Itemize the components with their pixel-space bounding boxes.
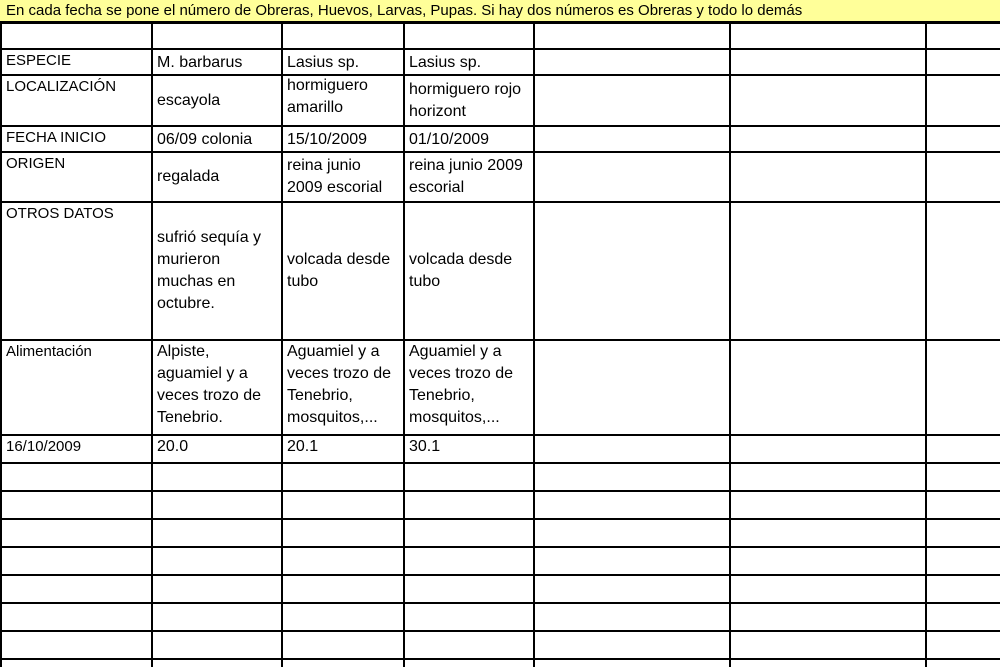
- cell[interactable]: [926, 491, 1000, 519]
- cell[interactable]: [152, 659, 282, 667]
- cell[interactable]: [926, 435, 1000, 463]
- label-registro-fecha[interactable]: 16/10/2009: [1, 435, 152, 463]
- cell[interactable]: [730, 340, 926, 435]
- cell[interactable]: [926, 75, 1000, 126]
- cell[interactable]: [926, 202, 1000, 340]
- cell[interactable]: [404, 23, 534, 49]
- cell[interactable]: [534, 603, 730, 631]
- cell-alimentacion-1[interactable]: Alpiste, aguamiel y a veces trozo de Tenebrio.: [152, 340, 282, 435]
- cell-especie-1[interactable]: M. barbarus: [152, 49, 282, 75]
- table-row: [1, 23, 1000, 49]
- label-alimentacion[interactable]: Alimentación: [1, 340, 152, 435]
- cell[interactable]: [1, 519, 152, 547]
- cell[interactable]: [534, 49, 730, 75]
- cell[interactable]: [404, 519, 534, 547]
- cell-registro-2[interactable]: 20.1: [282, 435, 404, 463]
- instructions-banner: En cada fecha se pone el número de Obreras, Huevos, Larvas, Pupas. Si hay dos números es Obreras y todo lo demás: [0, 0, 1000, 22]
- cell[interactable]: [534, 152, 730, 202]
- table-row: [1, 659, 1000, 667]
- cell[interactable]: [1, 463, 152, 491]
- cell[interactable]: [730, 49, 926, 75]
- cell-origen-2[interactable]: reina junio 2009 escorial: [282, 152, 404, 202]
- cell[interactable]: [404, 603, 534, 631]
- cell-localizacion-3[interactable]: hormiguero rojo horizont: [404, 75, 534, 126]
- table-row: [1, 603, 1000, 631]
- cell[interactable]: [730, 659, 926, 667]
- cell[interactable]: [730, 491, 926, 519]
- cell[interactable]: [534, 631, 730, 659]
- cell-registro-3[interactable]: 30.1: [404, 435, 534, 463]
- cell[interactable]: [926, 126, 1000, 152]
- cell[interactable]: [404, 463, 534, 491]
- cell[interactable]: [282, 631, 404, 659]
- cell-alimentacion-2[interactable]: Aguamiel y a veces trozo de Tenebrio, mosquitos,...: [282, 340, 404, 435]
- cell[interactable]: [152, 23, 282, 49]
- cell[interactable]: [926, 23, 1000, 49]
- cell[interactable]: [282, 547, 404, 575]
- cell-localizacion-1[interactable]: escayola: [152, 75, 282, 126]
- cell[interactable]: [282, 659, 404, 667]
- cell[interactable]: [926, 575, 1000, 603]
- row-especie: [1, 49, 1000, 75]
- cell[interactable]: [730, 435, 926, 463]
- cell[interactable]: [152, 575, 282, 603]
- cell[interactable]: [534, 202, 730, 340]
- label-origen[interactable]: ORIGEN: [1, 152, 152, 202]
- cell[interactable]: [534, 575, 730, 603]
- cell[interactable]: [282, 23, 404, 49]
- cell-localizacion-2-text: hormiguero amarillo: [287, 76, 368, 116]
- cell-fecha-inicio-3[interactable]: 01/10/2009: [404, 126, 534, 152]
- cell[interactable]: [152, 491, 282, 519]
- cell[interactable]: [730, 603, 926, 631]
- cell[interactable]: [534, 519, 730, 547]
- cell[interactable]: [534, 659, 730, 667]
- row-fecha-inicio: [1, 126, 1000, 152]
- cell[interactable]: [152, 547, 282, 575]
- cell[interactable]: [152, 631, 282, 659]
- label-localizacion[interactable]: LOCALIZACIÓN: [1, 75, 152, 126]
- cell[interactable]: [730, 631, 926, 659]
- cell[interactable]: [152, 463, 282, 491]
- cell[interactable]: [404, 659, 534, 667]
- cell-fecha-inicio-1[interactable]: 06/09 colonia: [152, 126, 282, 152]
- cell[interactable]: [534, 126, 730, 152]
- cell[interactable]: [404, 575, 534, 603]
- cell[interactable]: [1, 547, 152, 575]
- cell[interactable]: [926, 49, 1000, 75]
- cell[interactable]: [534, 340, 730, 435]
- cell[interactable]: [730, 463, 926, 491]
- table-row: [1, 491, 1000, 519]
- table-row: [1, 547, 1000, 575]
- table-row: [1, 575, 1000, 603]
- cell[interactable]: [282, 603, 404, 631]
- row-alimentacion: [1, 340, 1000, 435]
- cell[interactable]: [534, 547, 730, 575]
- cell[interactable]: [730, 202, 926, 340]
- row-localizacion: [1, 75, 1000, 126]
- cell-registro-1[interactable]: 20.0: [152, 435, 282, 463]
- label-fecha-inicio[interactable]: FECHA INICIO: [1, 126, 152, 152]
- cell[interactable]: [730, 575, 926, 603]
- cell[interactable]: [404, 547, 534, 575]
- cell[interactable]: [282, 519, 404, 547]
- cell[interactable]: [926, 547, 1000, 575]
- row-registro: [1, 435, 1000, 463]
- cell[interactable]: [730, 519, 926, 547]
- cell[interactable]: [1, 603, 152, 631]
- row-origen: [1, 152, 1000, 202]
- cell-especie-3[interactable]: Lasius sp.: [404, 49, 534, 75]
- spreadsheet-grid: [0, 22, 1000, 667]
- cell-fecha-inicio-2[interactable]: 15/10/2009: [282, 126, 404, 152]
- row-otros-datos: [1, 202, 1000, 340]
- cell[interactable]: [730, 126, 926, 152]
- cell[interactable]: [152, 519, 282, 547]
- cell[interactable]: [730, 23, 926, 49]
- cell-otros-datos-2[interactable]: volcada desde tubo: [282, 202, 404, 340]
- cell[interactable]: [282, 575, 404, 603]
- cell-especie-2[interactable]: Lasius sp.: [282, 49, 404, 75]
- label-especie[interactable]: ESPECIE: [1, 49, 152, 75]
- cell[interactable]: [730, 75, 926, 126]
- table-row: [1, 463, 1000, 491]
- cell[interactable]: [1, 659, 152, 667]
- cell[interactable]: [534, 463, 730, 491]
- cell[interactable]: [926, 519, 1000, 547]
- cell-otros-datos-3[interactable]: volcada desde tubo: [404, 202, 534, 340]
- cell[interactable]: [1, 631, 152, 659]
- cell[interactable]: [926, 603, 1000, 631]
- cell[interactable]: [926, 463, 1000, 491]
- cell-origen-1[interactable]: regalada: [152, 152, 282, 202]
- cell[interactable]: [404, 631, 534, 659]
- cell-origen-3[interactable]: reina junio 2009 escorial: [404, 152, 534, 202]
- cell[interactable]: [534, 75, 730, 126]
- cell[interactable]: [534, 435, 730, 463]
- cell[interactable]: [926, 631, 1000, 659]
- cell[interactable]: [730, 152, 926, 202]
- table-row: [1, 631, 1000, 659]
- cell-alimentacion-3[interactable]: Aguamiel y a veces trozo de Tenebrio, mosquitos,...: [404, 340, 534, 435]
- cell[interactable]: [1, 23, 152, 49]
- cell[interactable]: [404, 491, 534, 519]
- cell[interactable]: [534, 23, 730, 49]
- ant-colony-table: [0, 22, 1000, 667]
- cell[interactable]: [926, 152, 1000, 202]
- cell-localizacion-2[interactable]: [282, 75, 404, 126]
- cell[interactable]: [926, 659, 1000, 667]
- cell[interactable]: [1, 491, 152, 519]
- table-row: [1, 519, 1000, 547]
- cell[interactable]: [534, 491, 730, 519]
- cell[interactable]: [926, 340, 1000, 435]
- cell[interactable]: [282, 463, 404, 491]
- cell[interactable]: [1, 575, 152, 603]
- cell[interactable]: [730, 547, 926, 575]
- cell-otros-datos-1[interactable]: sufrió sequía y murieron muchas en octubre.: [152, 202, 282, 340]
- label-otros-datos[interactable]: OTROS DATOS: [1, 202, 152, 340]
- cell[interactable]: [152, 603, 282, 631]
- cell[interactable]: [282, 491, 404, 519]
